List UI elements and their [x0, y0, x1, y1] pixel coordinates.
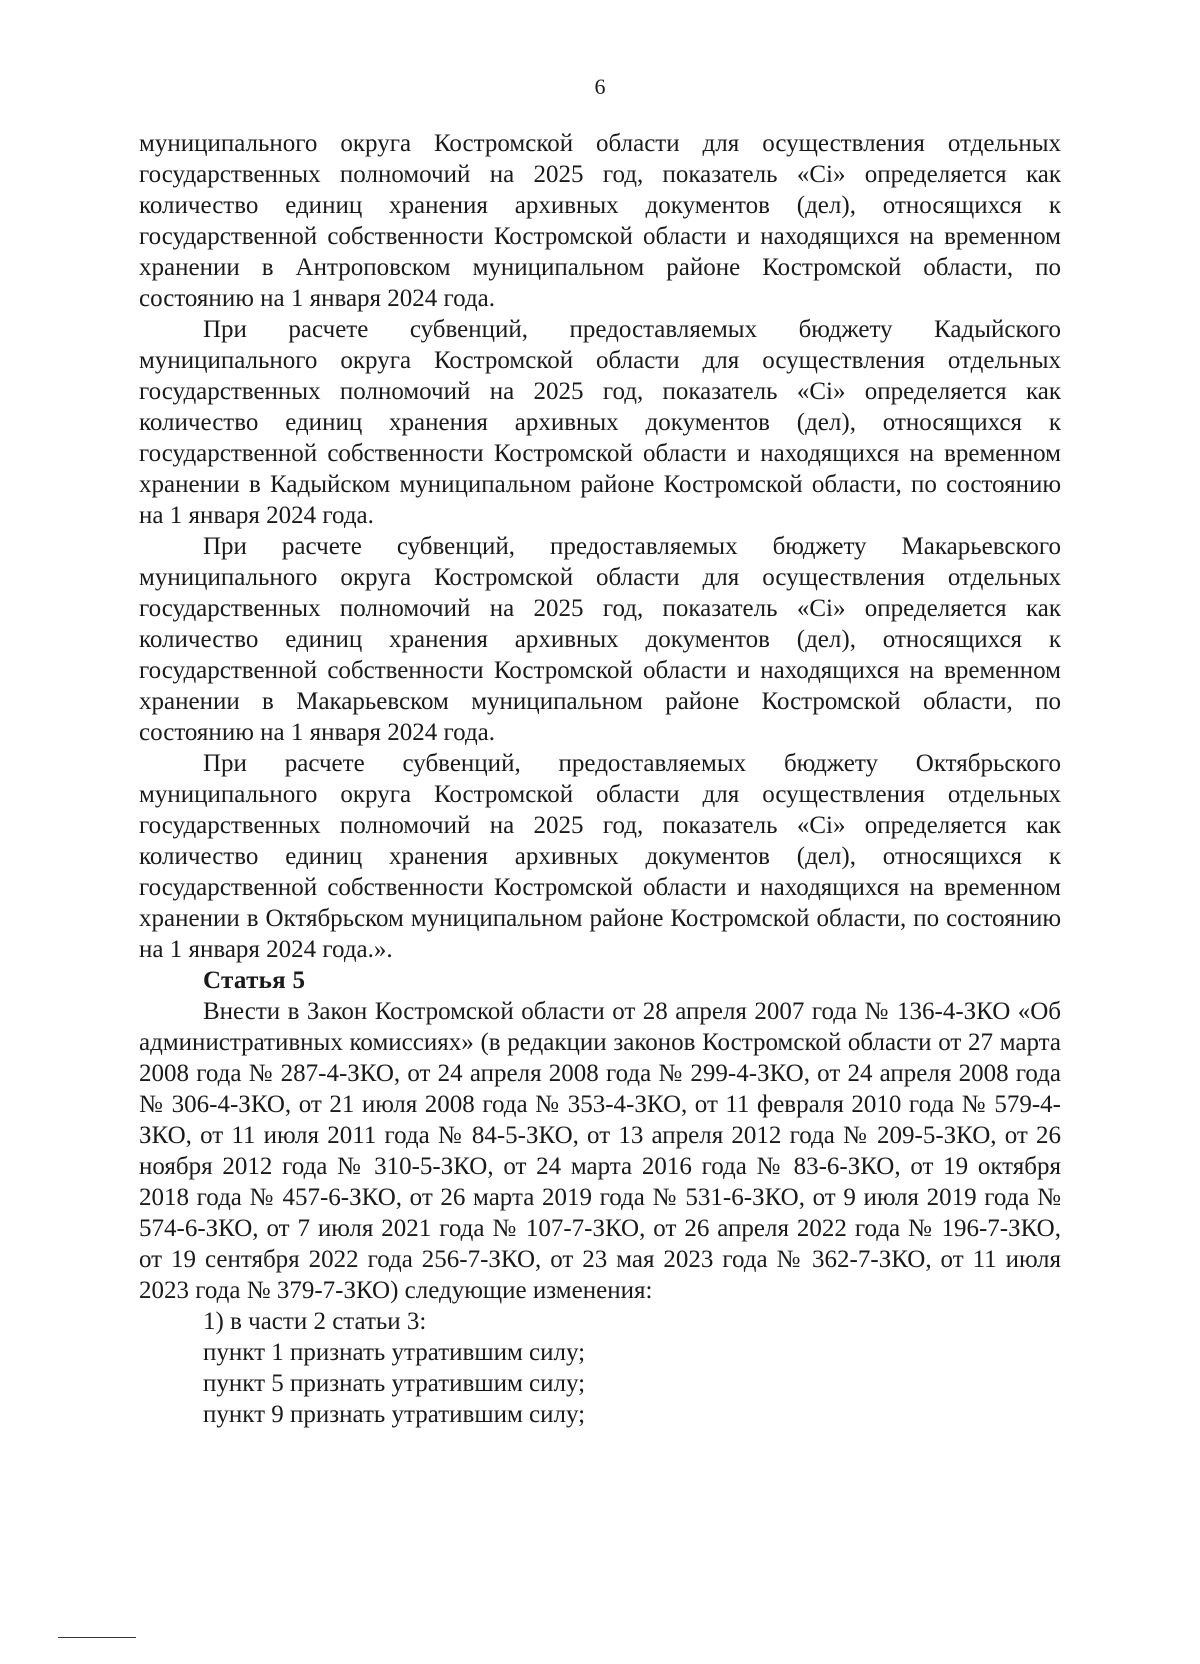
paragraph-continuation: муниципального округа Костромской области для осуществления отдельных государственных полномочий на 2025 год, показатель «Сi» определяется как количество единиц хранения архивных документов (дел), относящихся к государственной собственности Костромской области и находящихся на временном хранении в Антроповском муниципальном районе Костромской области, по состоянию на 1 января 2024 года.	[139, 130, 1061, 312]
article-intro: Внести в Закон Костромской области от 28 апреля 2007 года № 136-4-ЗКО «Об административных комиссиях» (в редакции законов Костромской области от 27 марта 2008 года № 287-4-ЗКО, от 24 апреля 2008 года № 299-4-ЗКО, от 24 апреля 2008 года № 306-4-ЗКО, от 21 июля 2008 года № 353-4-ЗКО, от 11 февраля 2010 года № 579-4-ЗКО, от 11 июля 2011 года № 84-5-ЗКО, от 13 апреля 2012 года № 209-5-ЗКО, от 26 ноября 2012 года № 310-5-ЗКО, от 24 марта 2016 года № 83-6-ЗКО, от 19 октября 2018 года № 457-6-ЗКО, от 26 марта 2019 года № 531-6-ЗКО, от 9 июля 2019 года № 574-6-ЗКО, от 7 июля 2021 года № 107-7-ЗКО, от 26 апреля 2022 года № 196-7-ЗКО, от 19 сентября 2022 года 256-7-ЗКО, от 23 мая 2023 года № 362-7-ЗКО, от 11 июля 2023 года № 379-7-ЗКО) следующие изменения:	[139, 998, 1061, 1304]
paragraph-makaryev: При расчете субвенций, предоставляемых бюджету Макарьевского муниципального округа Костромской области для осуществления отдельных государственных полномочий на 2025 год, показатель «Сi» определяется как количество единиц хранения архивных документов (дел), относящихся к государственной собственности Костромской области и находящихся на временном хранении в Макарьевском муниципальном районе Костромской области, по состоянию на 1 января 2024 года.	[139, 533, 1061, 746]
paragraph-oktyabrsky: При расчете субвенций, предоставляемых бюджету Октябрьского муниципального округа Костромской области для осуществления отдельных государственных полномочий на 2025 год, показатель «Сi» определяется как количество единиц хранения архивных документов (дел), относящихся к государственной собственности Костромской области и находящихся на временном хранении в Октябрьском муниципальном районе Костромской области, по состоянию на 1 января 2024 года.».	[139, 750, 1061, 963]
paragraph-kadyi: При расчете субвенций, предоставляемых бюджету Кадыйского муниципального округа Костромской области для осуществления отдельных государственных полномочий на 2025 год, показатель «Сi» определяется как количество единиц хранения архивных документов (дел), относящихся к государственной собственности Костромской области и находящихся на временном хранении в Кадыйском муниципальном районе Костромской области, по состоянию на 1 января 2024 года.	[139, 316, 1061, 529]
list-item: пункт 9 признать утратившим силу;	[203, 1401, 586, 1428]
list-item: пункт 5 признать утратившим силу;	[203, 1370, 586, 1397]
document-body	[139, 128, 1061, 1430]
article-heading: Статья 5	[203, 967, 306, 994]
list-item: пункт 1 признать утратившим силу;	[203, 1339, 586, 1366]
list-item: 1) в части 2 статьи 3:	[203, 1308, 427, 1335]
page-number: 6	[594, 74, 606, 99]
footer-divider	[58, 1637, 136, 1638]
